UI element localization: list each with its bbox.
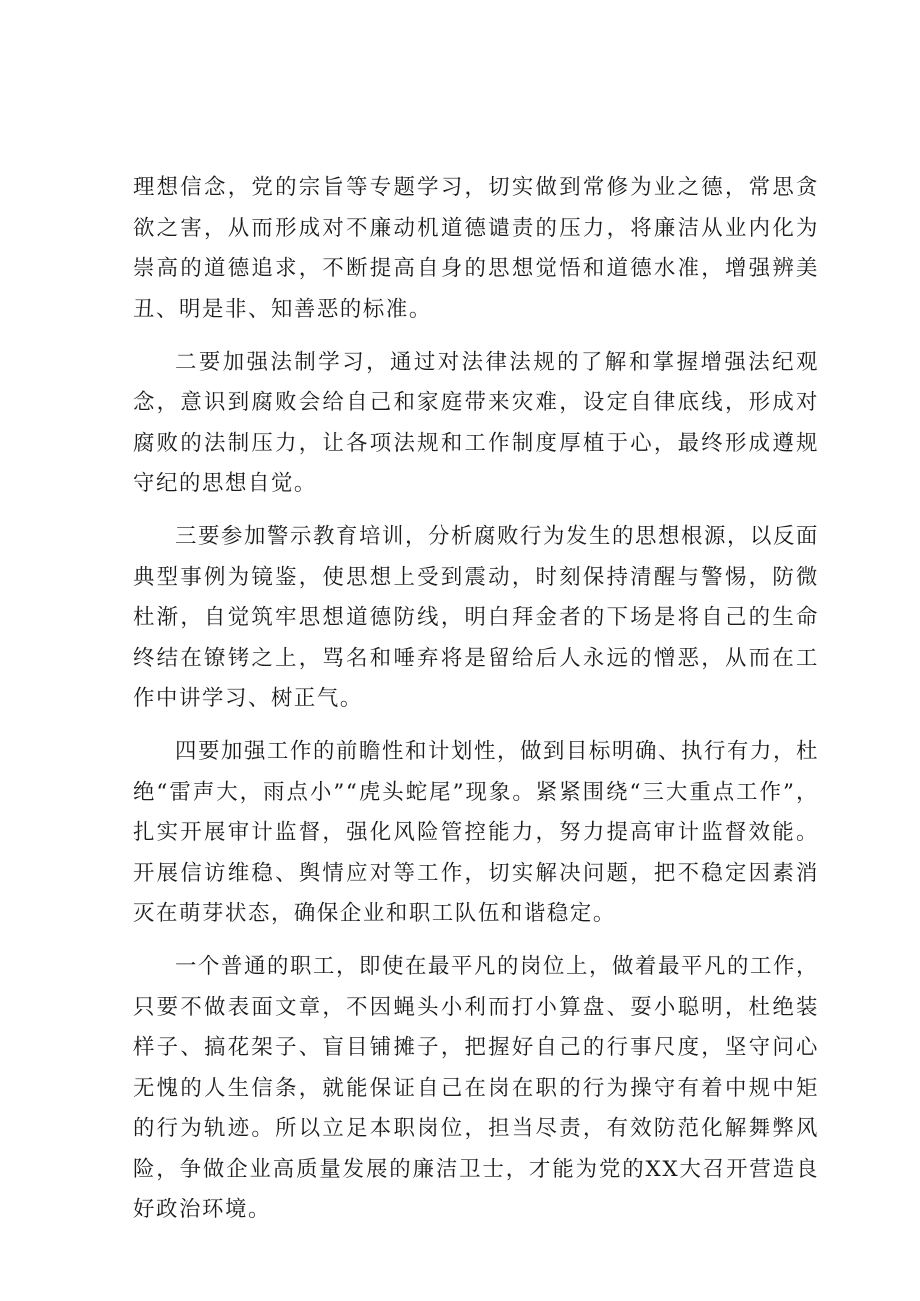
document-body <box>133 168 819 1243</box>
paragraph-ordinary-worker: 一个普通的职工，即使在最平凡的岗位上，做着最平凡的工作，只要不做表面文章，不因蝇头小利而打小算盘、耍小聪明，杜绝装样子、搞花架子、盲目铺摊子，把握好自己的行事尺度，坚守问心无愧的人生信条，就能保证自己在岗在职的行为操守有着中规中矩的行为轨迹。所以立足本职岗位，担当尽责，有效防范化解舞弊风险，争做企业高质量发展的廉洁卫士，才能为党的XX大召开营造良好政治环境。 <box>133 954 819 1222</box>
paragraph-ideals-continuation: 理想信念，党的宗旨等专题学习，切实做到常修为业之德，常思贪欲之害，从而形成对不廉动机道德谴责的压力，将廉洁从业内化为崇高的道德追求，不断提高自身的思想觉悟和道德水准，增强辨美丑、明是非、知善恶的标准。 <box>133 175 819 322</box>
paragraph-warning-education: 三要参加警示教育培训，分析腐败行为发生的思想根源，以反面典型事例为镜鉴，使思想上受到震动，时刻保持清醒与警惕，防微杜渐，自觉筑牢思想道德防线，明白拜金者的下场是将自己的生命终结在镣铐之上，骂名和唾弃将是留给后人永远的憎恶，从而在工作中讲学习、树正气。 <box>133 524 819 711</box>
paragraph-legal-study: 二要加强法制学习，通过对法律法规的了解和掌握增强法纪观念，意识到腐败会给自己和家庭带来灾难，设定自律底线，形成对腐败的法制压力，让各项法规和工作制度厚植于心，最终形成遵规守纪的思想自觉。 <box>133 349 819 496</box>
paragraph-work-planning: 四要加强工作的前瞻性和计划性，做到目标明确、执行有力，杜绝“雷声大，雨点小”“虎头蛇尾”现象。紧紧围绕“三大重点工作”，扎实开展审计监督，强化风险管控能力，努力提高审计监督效能。开展信访维稳、舆情应对等工作，切实解决问题，把不稳定因素消灭在萌芽状态，确保企业和职工队伍和谐稳定。 <box>133 739 819 926</box>
